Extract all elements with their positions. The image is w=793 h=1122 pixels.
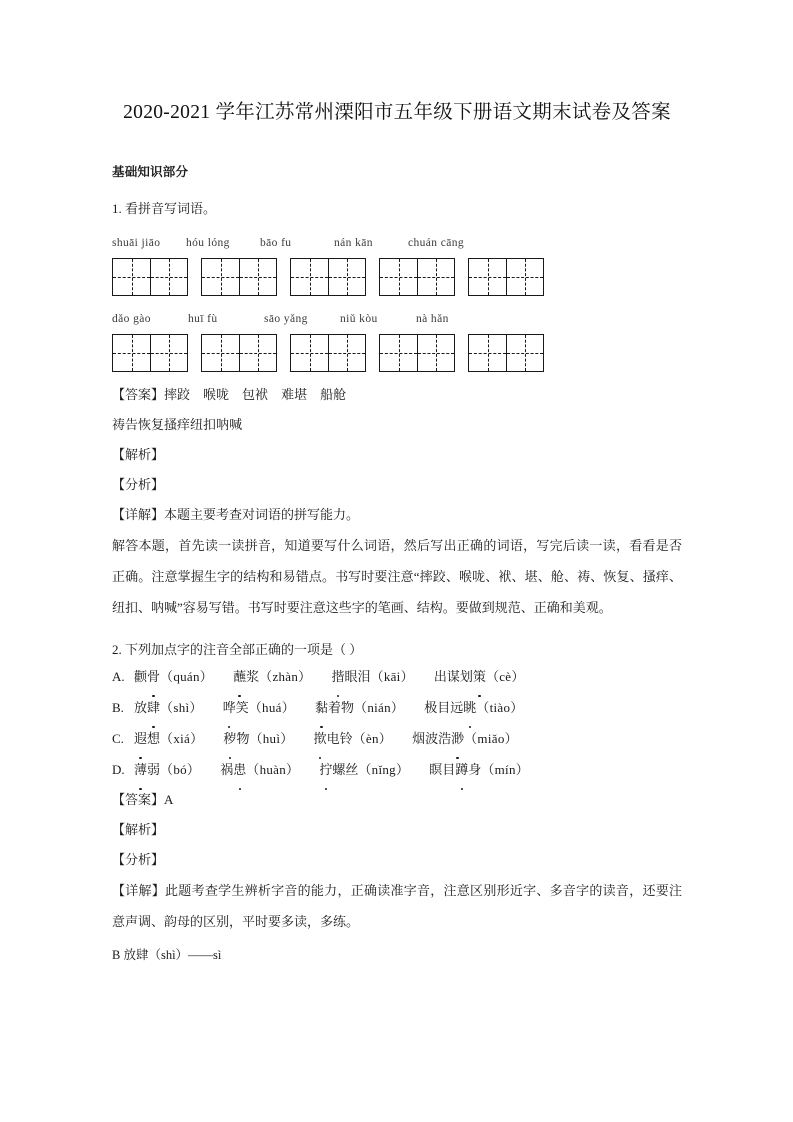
- pinyin-item: sāo yǎng: [264, 313, 308, 325]
- writing-grid-box[interactable]: [290, 334, 366, 372]
- answer-value: A: [164, 792, 174, 807]
- option-text: 身: [468, 762, 482, 777]
- dotted-char: 蹲: [455, 754, 468, 785]
- option-item: [424, 692, 523, 723]
- option-pinyin: （cè）: [485, 669, 525, 684]
- dotted-char: 患: [233, 754, 246, 785]
- writing-grid-box[interactable]: [112, 258, 188, 296]
- pinyin-item: dǎo gào: [112, 313, 151, 325]
- question-2-detail: [112, 875, 682, 937]
- writing-grid-box[interactable]: [379, 258, 455, 296]
- detail-label: 【详解】: [112, 507, 165, 522]
- dotted-char: 黏: [315, 692, 328, 723]
- option-text: 极目远: [424, 700, 464, 715]
- answer-word: 搔痒: [164, 417, 191, 432]
- question-2-analysis-label: 【解析】: [112, 822, 165, 837]
- option-pinyin: （xiá）: [160, 731, 204, 746]
- option-text: 螺丝: [332, 762, 359, 777]
- grid-cell[interactable]: [113, 259, 150, 295]
- option-pinyin: （bó）: [160, 762, 201, 777]
- grid-cell[interactable]: [417, 335, 454, 371]
- option-item: [319, 754, 409, 785]
- dotted-char: 拧: [319, 754, 332, 785]
- grid-cell[interactable]: [506, 259, 543, 295]
- option-item: [233, 661, 311, 692]
- question-1-explanation: 解答本题，首先读一读拼音，知道要写什么词语，然后写出正确的词语，写完后读一读，看看是否正确。注意掌握生字的结构和易错点。书写时要注意“摔跤、喉咙、袱、堪、舱、祷、恢复、搔痒、纽扣、呐喊”容易写错。书写时要注意这些字的笔画、结构。要做到规范、正确和美观。: [112, 538, 682, 615]
- grid-cell[interactable]: [150, 259, 187, 295]
- detail-text: 此题考查学生辨析字音的能力，正确读准字音，注意区别形近字、多音字的读音，还要注意声调、韵母的区别，平时要多读，多练。: [112, 883, 682, 929]
- option-text: 放: [134, 700, 148, 715]
- grid-cell[interactable]: [380, 259, 417, 295]
- question-2-breakdown-label: 【分析】: [112, 852, 165, 867]
- answer-word: 恢复: [138, 417, 165, 432]
- option-pinyin: （tiào）: [476, 700, 524, 715]
- dotted-char: 骨: [147, 661, 160, 692]
- answer-word: 呐喊: [216, 417, 243, 432]
- option-pinyin: （miǎo）: [464, 731, 518, 746]
- question-1-answer-row-2: [112, 410, 682, 440]
- dotted-char: 哗: [223, 692, 236, 723]
- question-1-pinyin-row-2: [112, 310, 682, 328]
- pinyin-item: chuán cāng: [408, 237, 465, 249]
- question-1-analysis-label: 【解析】: [112, 447, 165, 462]
- dotted-char: 薄: [134, 754, 147, 785]
- grid-cell[interactable]: [506, 335, 543, 371]
- question-2-answer: [112, 785, 682, 815]
- option-item: [331, 661, 413, 692]
- option-pinyin: （quán）: [160, 669, 214, 684]
- option-pinyin: （mín）: [481, 762, 530, 777]
- option-item: [223, 692, 295, 723]
- option-label: D.: [112, 762, 125, 777]
- grid-cell[interactable]: [239, 335, 276, 371]
- writing-grid-box[interactable]: [290, 258, 366, 296]
- option-item: [314, 723, 393, 754]
- option-text: 瞑目: [429, 762, 456, 777]
- option-item: [223, 723, 293, 754]
- question-2-stem: 2. 下列加点字的注音全部正确的一项是（ ）: [112, 642, 363, 657]
- answer-word: 船舱: [320, 387, 347, 402]
- option-text: 物: [236, 731, 250, 746]
- grid-cell[interactable]: [202, 335, 239, 371]
- option-item: [134, 723, 203, 754]
- option-pinyin: （huá）: [248, 700, 296, 715]
- pinyin-item: nà hǎn: [416, 313, 449, 325]
- option-pinyin: （èn）: [352, 731, 393, 746]
- writing-grid-box[interactable]: [379, 334, 455, 372]
- grid-cell[interactable]: [417, 259, 454, 295]
- option-pinyin: （huì）: [249, 731, 294, 746]
- option-label: C.: [112, 731, 124, 746]
- option-item: [429, 754, 529, 785]
- grid-cell[interactable]: [202, 259, 239, 295]
- answer-word: 祷告: [112, 417, 139, 432]
- option-text: 着物: [328, 700, 355, 715]
- option-item: [434, 661, 525, 692]
- dotted-char: 眺: [463, 692, 476, 723]
- option-text: 笑: [235, 700, 249, 715]
- document-content: [112, 96, 682, 969]
- option-item: [220, 754, 299, 785]
- answer-word: 喉咙: [203, 387, 230, 402]
- option-text: 浆: [246, 669, 260, 684]
- question-1-answer-row-1: [112, 380, 682, 410]
- option-b[interactable]: [112, 692, 682, 723]
- pinyin-item: hóu lóng: [186, 237, 230, 249]
- writing-grid-box[interactable]: [201, 258, 277, 296]
- detail-label: 【详解】: [112, 883, 166, 898]
- grid-cell[interactable]: [113, 335, 150, 371]
- option-pinyin: （shì）: [160, 700, 203, 715]
- writing-grid-box[interactable]: [468, 258, 544, 296]
- option-text: 眼泪: [344, 669, 371, 684]
- answer-word: 包袱: [242, 387, 269, 402]
- detail-text: 本题主要考查对词语的拼写能力。: [164, 507, 360, 522]
- question-1-detail: [112, 500, 682, 530]
- grid-cell[interactable]: [328, 259, 365, 295]
- option-d[interactable]: [112, 754, 682, 785]
- option-text: 出谋划: [433, 669, 473, 684]
- option-text: 祸: [220, 762, 234, 777]
- writing-grid-box[interactable]: [112, 334, 188, 372]
- option-item: [412, 723, 518, 754]
- section-heading: 基础知识部分: [112, 164, 189, 179]
- writing-grid-box[interactable]: [201, 334, 277, 372]
- grid-cell[interactable]: [291, 335, 328, 371]
- option-text: 烟波浩: [412, 731, 452, 746]
- dotted-char: 肆: [147, 692, 160, 723]
- dotted-char: 揿: [314, 723, 327, 754]
- option-text: 想: [147, 731, 161, 746]
- option-text: 颧: [134, 669, 148, 684]
- grid-cell[interactable]: [291, 259, 328, 295]
- option-label: A.: [112, 669, 125, 684]
- grid-cell[interactable]: [469, 335, 506, 371]
- option-label: B.: [112, 700, 124, 715]
- dotted-char: 蘸: [233, 661, 246, 692]
- pinyin-item: huī fù: [188, 313, 218, 325]
- question-1-writing-grid-row-1: [112, 258, 682, 296]
- grid-cell[interactable]: [239, 259, 276, 295]
- grid-cell[interactable]: [380, 335, 417, 371]
- writing-grid-box[interactable]: [468, 334, 544, 372]
- dotted-char: 揩: [331, 661, 344, 692]
- answer-label: 【答案】: [112, 387, 165, 402]
- answer-word: 纽扣: [190, 417, 217, 432]
- question-1-breakdown-label: 【分析】: [112, 477, 165, 492]
- dotted-char: 渺: [451, 723, 464, 754]
- dotted-char: 策: [473, 661, 486, 692]
- pinyin-item: shuāi jiāo: [112, 237, 161, 249]
- answer-label: 【答案】: [112, 792, 165, 807]
- option-item: [134, 692, 203, 723]
- option-text: 电铃: [326, 731, 353, 746]
- grid-cell[interactable]: [469, 259, 506, 295]
- option-pinyin: （zhàn）: [259, 669, 312, 684]
- answer-word: 摔跤: [164, 387, 191, 402]
- option-pinyin: （huàn）: [246, 762, 300, 777]
- dotted-char: 遐: [134, 723, 147, 754]
- option-a[interactable]: [112, 661, 682, 692]
- option-text: 弱: [147, 762, 161, 777]
- answer-word: 难堪: [281, 387, 308, 402]
- option-item: [134, 661, 213, 692]
- option-pinyin: （nián）: [354, 700, 405, 715]
- option-c[interactable]: [112, 723, 682, 754]
- question-1-pinyin-row-1: [112, 234, 682, 252]
- option-item: [315, 692, 404, 723]
- grid-cell[interactable]: [328, 335, 365, 371]
- option-pinyin: （nǐng）: [358, 762, 410, 777]
- grid-cell[interactable]: [150, 335, 187, 371]
- pinyin-item: bāo fu: [260, 237, 292, 249]
- option-pinyin: （kāi）: [370, 669, 414, 684]
- pinyin-item: niǔ kòu: [340, 313, 378, 325]
- pinyin-item: nán kān: [334, 237, 373, 249]
- question-2-tail-note: B 放肆（shì）——sì: [112, 948, 222, 962]
- question-1-writing-grid-row-2: [112, 334, 682, 372]
- option-item: [134, 754, 200, 785]
- dotted-char: 秽: [223, 723, 236, 754]
- page-title: 2020-2021 学年江苏常州溧阳市五年级下册语文期末试卷及答案: [123, 102, 671, 123]
- question-1-stem: 1. 看拼音写词语。: [112, 201, 217, 216]
